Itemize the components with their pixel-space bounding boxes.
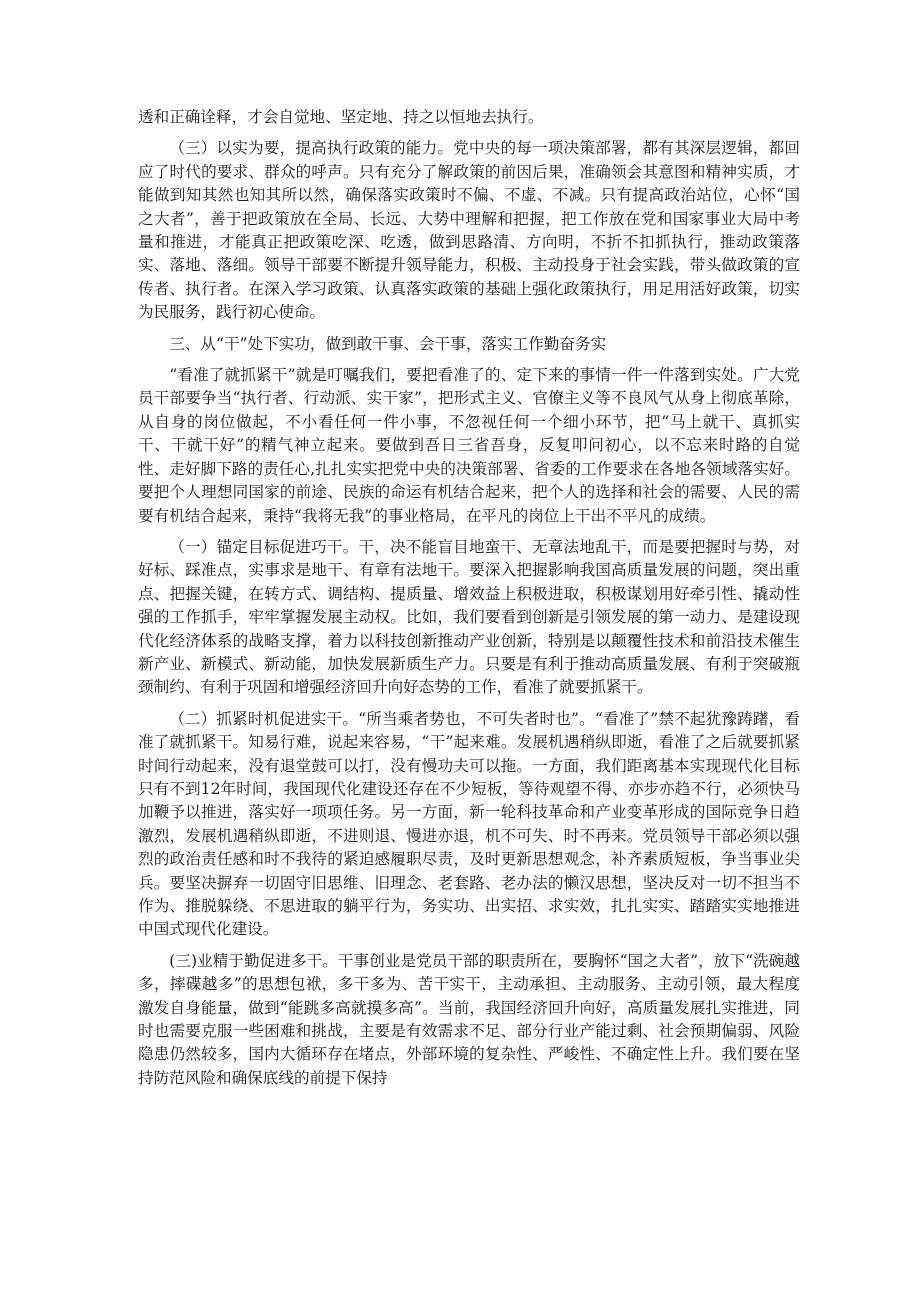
paragraph-item-three: (三)业精于勤促进多干。干事创业是党员干部的职责所在，要胸怀“国之大者”，放下“洗碗越多，摔碟越多”的思想包袱，多干多为、苦干实干，主动承担、主动服务、主动引领，最大程度激发自身能量，做到“能跳多高就摸多高”。当前，我国经济回升向好，高质量发展扎实推进，同时也需要克服一些困难和挑战，主要是有效需求不足、部分行业产能过剩、社会预期偏弱、风险隐患仍然较多，国内大循环存在堵点，外部环境的复杂性、严峻性、不确定性上升。我们要在坚持防范风险和确保底线的前提下保持 xyxy=(138,951,800,1087)
section-heading-three: 三、从“干”处下实功，做到敢干事、会干事，落实工作勤奋务实 xyxy=(169,334,607,353)
paragraph-intro-section-three: “看准了就抓紧干”就是叮嘱我们，要把看准了的、定下来的事情一件一件落到实处。广大党员干部要争当“执行者、行动派、实干家”，把形式主义、官僚主义等不良风气从身上彻底革除，从自身的岗位做起，不小看任何一件小事，不忽视任何一个细小环节，把“马上就干、真抓实干、干就干好”的精气神立起来。要做到吾日三省吾身，反复叩问初心，以不忘来时路的自觉性、走好脚下路的责任心,扎扎实实把党中央的决策部署、省委的工作要求在各地各领域落实好。要把个人理想同国家的前途、民族的命运有机结合起来，把个人的选择和社会的需要、人民的需要有机结合起来，秉持“我将无我”的事业格局，在平凡的岗位上干出不平凡的成绩。 xyxy=(138,366,800,525)
paragraph-continuation: 透和正确诠释，才会自觉地、坚定地、持之以恒地去执行。 xyxy=(138,108,544,126)
document-body xyxy=(138,106,800,1098)
paragraph-item-two: （二）抓紧时机促进实干。“所当乘者势也，不可失者时也”。“看准了”禁不起犹豫踌躇，看准了就抓紧干。知易行难，说起来容易，“干”起来难。发展机遇稍纵即逝，看准了之后就要抓紧时间行动起来，没有退堂鼓可以打，没有慢功夫可以拖。一方面，我们距离基本实现现代化目标只有不到12年时间，我国现代化建设还存在不少短板，等待观望不得、亦步亦趋不行，必须快马加鞭予以推进，落实好一项项任务。另一方面，新一轮科技革命和产业变革形成的国际竞争日趋激烈，发展机遇稍纵即逝，不进则退、慢进亦退，机不可失、时不再来。党员领导干部必须以强烈的政治责任感和时不我待的紧迫感履职尽责，及时更新思想观念，补齐素质短板，争当事业尖兵。要坚决摒弃一切固守旧思维、旧理念、老套路、老办法的懒汉思想，坚决反对一切不担当不作为、推脱躲绕、不思进取的躺平行为，务实功、出实招、求实效，扎扎实实、踏踏实实地推进中国式现代化建设。 xyxy=(138,709,800,939)
paragraph-item-one: （一）锚定目标促进巧干。干，决不能盲目地蛮干、无章法地乱干，而是要把握时与势，对好标、踩准点，实事求是地干、有章有法地干。要深入把握影响我国高质量发展的问题，突出重点、把握关键，在转方式、调结构、提质量、增效益上积极进取，积极谋划用好牵引性、撬动性强的工作抓手，牢牢掌握发展主动权。比如，我们要看到创新是引领发展的第一动力、是建设现代化经济体系的战略支撑，着力以科技创新推动产业创新，特别是以颠覆性技术和前沿技术催生新产业、新模式、新动能，加快发展新质生产力。只要是有利于推动高质量发展、有利于突破瓶颈制约、有利于巩固和增强经济回升向好态势的工作，看准了就要抓紧干。 xyxy=(138,537,800,697)
paragraph-policy-execution: （三）以实为要，提高执行政策的能力。党中央的每一项决策部署，都有其深层逻辑，都回应了时代的要求、群众的呼声。只有充分了解政策的前因后果，准确领会其意图和精神实质，才能做到知其然也知其所以然，确保落实政策时不偏、不虚、不减。只有提高政治站位，心怀“国之大者”，善于把政策放在全局、长远、大势中理解和把握，把工作放在党和国家事业大局中考量和推进，才能真正把政策吃深、吃透，做到思路清、方向明，不折不扣抓执行，推动政策落实、落地、落细。领导干部要不断提升领导能力，积极、主动投身于社会实践，带头做政策的宣传者、执行者。在深入学习政策、认真落实政策的基础上强化政策执行，用足用活好政策，切实为民服务，践行初心使命。 xyxy=(138,139,800,322)
